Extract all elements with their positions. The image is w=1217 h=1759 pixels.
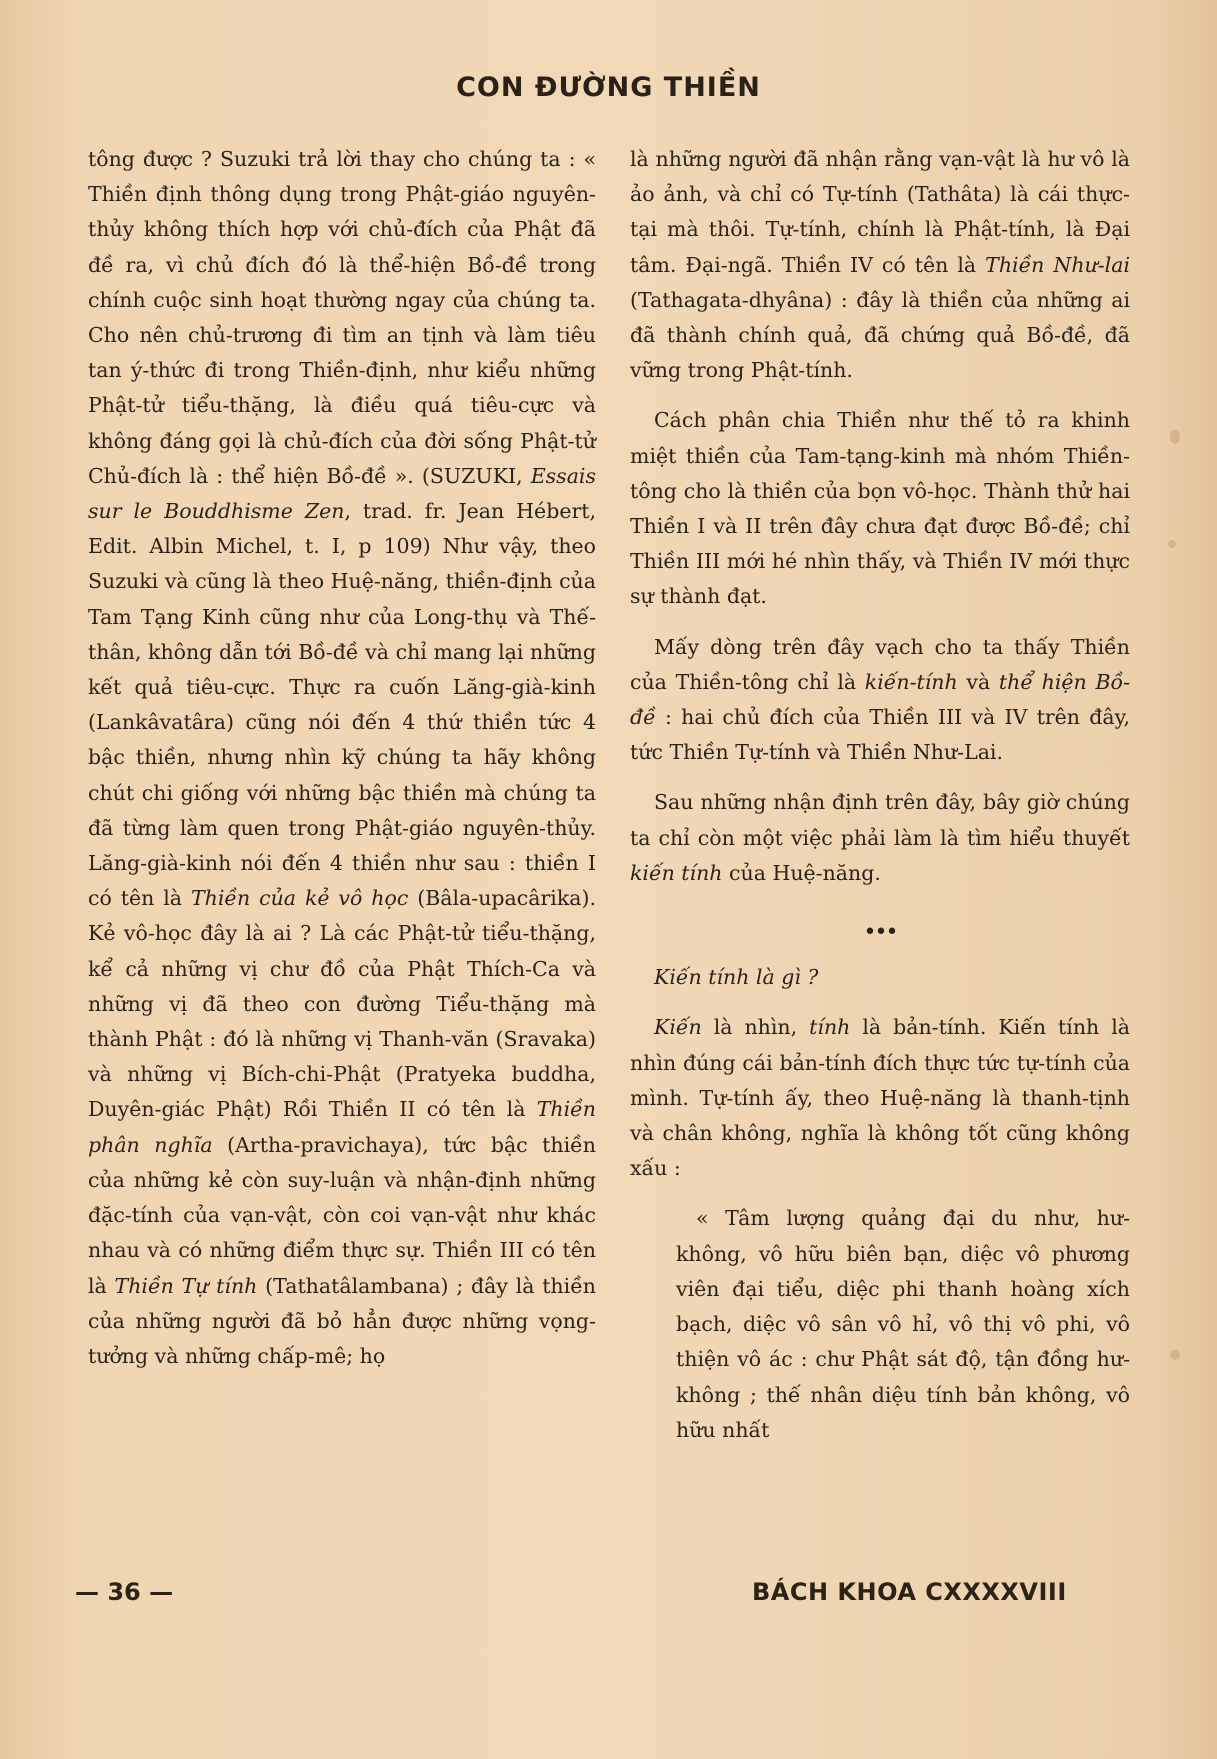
text-run: của Huệ-năng. <box>722 860 881 885</box>
paper-stain <box>1168 540 1176 548</box>
running-head: CON ĐƯỜNG THIỀN <box>456 72 761 103</box>
term-italic: tính <box>809 1015 851 1040</box>
term-italic: Thiền của kẻ vô học <box>190 886 409 911</box>
term-italic: kiến-tính <box>864 669 958 694</box>
text-run: và <box>957 669 999 694</box>
right-paragraph: Cách phân chia Thiền như thế tỏ ra khinh miệt thiền của Tam-tạng-kinh mà nhóm Thiền-tông cho là thiền của bọn vô-học. Thành thử hai Thiền I và II trên đây chưa đạt được Bồ-đề; chỉ Thiền III mới hé nhìn thấy, và Thiền IV mới thực sự thành đạt. <box>630 408 1130 609</box>
book-title: Essais sur le Bouddhisme Zen <box>88 463 596 524</box>
term-italic: thể hiện Bồ-đề <box>630 669 1130 730</box>
text-run: là những người đã nhận rằng vạn-vật là hư vô là ảo ảnh, và chỉ có Tự-tính (Tathâta) là cái thực-tại mà thôi. Tự-tính, chính là Phật-tính, là Đại tâm. Đại-ngã. Thiền IV có tên là <box>630 147 1130 277</box>
term-italic: Thiền Tự tính <box>114 1273 258 1298</box>
term-italic: kiến tính <box>630 860 723 885</box>
text-run: tông được ? Suzuki trả lời thay cho chúng ta : « Thiền định thông dụng trong Phật-giáo nguyên-thủy không thích hợp với chủ-đích của Phật đã đề ra, vì chủ đích đó là thể-hiện Bồ-đề trong chính cuộc sinh hoạt thường ngay của chúng ta. Cho nên chủ-trương đi tìm an tịnh và làm tiêu tan ý-thức đi trong Thiền-định, như kiểu những Phật-tử tiểu-thặng, là điều quá tiêu-cực và không đáng gọi là chủ-đích của đời sống Phật-tử Chủ-đích là : thể hiện Bồ-đề ». (SUZUKI, <box>88 147 596 488</box>
paper-stain <box>1170 1350 1180 1360</box>
section-subheading: Kiến tính là gì ? <box>654 965 819 990</box>
text-run: (Tathagata-dhyâna) : đây là thiền của những ai đã thành chính quả, đã chứng quả Bồ-đề, đã vững trong Phật-tính. <box>630 287 1130 383</box>
text-run: là nhìn, <box>701 1015 810 1040</box>
text-run: là bản-tính. Kiến tính là nhìn đúng cái bản-tính đích thực tức tự-tính của mình. Tự-tính ấy, theo Huệ-năng là thanh-tịnh và chân không, nghĩa là không tốt cũng không xấu : <box>630 1015 1130 1181</box>
page-number: — 36 — <box>75 1578 174 1606</box>
right-column <box>630 142 1130 1448</box>
right-paragraph <box>630 785 1130 891</box>
text-run: (Bâla-upacârika). Kẻ vô-học đây là ai ? Là các Phật-tử tiểu-thặng, kể cả những vị chư đồ của Phật Thích-Ca và những vị đã theo con đường Tiểu-thặng mà thành Phật : đó là những vị Thanh-văn (Sravaka) và những vị Bích-chi-Phật (Pratyeka buddha, Duyên-giác Phật) Rồi Thiền II có tên là <box>88 886 596 1122</box>
block-quote: « Tâm lượng quảng đại du như, hư-không, vô hữu biên bạn, diệc vô phương viên đại tiểu, diệc phi thanh hoàng xích bạch, diệc vô sân vô hỉ, vô thị vô phi, vô thiện vô ác : chư Phật sát độ, tận đồng hư-không ; thế nhân diệu tính bản không, vô hữu nhất <box>676 1206 1130 1442</box>
left-column <box>88 142 596 1374</box>
text-run: Sau những nhận định trên đây, bây giờ chúng ta chỉ còn một việc phải làm là tìm hiểu thuyết <box>630 790 1130 850</box>
text-run: (Artha-pravichaya), tức bậc thiền của những kẻ còn suy-luận và nhận-định những đặc-tính của vạn-vật, còn coi vạn-vật như khác nhau và có những điểm thực sự. Thiền III có tên là <box>88 1132 596 1298</box>
paper-stain <box>1170 430 1180 444</box>
section-ornament: ••• <box>863 920 897 946</box>
right-paragraph <box>630 142 1130 388</box>
text-run: : hai chủ đích của Thiền III và IV trên đây, tức Thiền Tự-tính và Thiền Như-Lai. <box>630 705 1130 765</box>
term-italic: Kiến <box>654 1015 702 1040</box>
text-run: , trad. fr. Jean Hébert, Edit. Albin Michel, t. I, p 109) Như vậy, theo Suzuki và cũng là theo Huệ-năng, thiền-định của Tam Tạng Kinh cũng như của Long-thụ và Thế-thân, không dẫn tới Bồ-đề và chỉ mang lại những kết quả tiêu-cực. Thực ra cuốn Lăng-già-kinh (Lankâvatâra) cũng nói đến 4 thứ thiền tức 4 bậc thiền, nhưng nhìn kỹ chúng ta hãy không chút chi giống với những bậc thiền mà chúng ta đã từng làm quen trong Phật-giáo nguyên-thủy. Lăng-già-kinh nói đến 4 thiền như sau : thiền I có tên là <box>88 499 597 911</box>
term-italic: Thiền phân nghĩa <box>88 1097 596 1157</box>
right-paragraph <box>630 1010 1130 1186</box>
text-run: (Tathatâlambana) ; đây là thiền của những người đã bỏ hẳn được những vọng-tưởng và những chấp-mê; họ <box>88 1273 597 1368</box>
left-paragraph <box>88 142 596 1374</box>
term-italic: Thiền Như-lai <box>985 252 1131 277</box>
text-run: Mấy dòng trên đây vạch cho ta thấy Thiền của Thiền-tông chỉ là <box>630 634 1130 694</box>
right-paragraph <box>630 630 1130 771</box>
journal-issue: BÁCH KHOA CXXXXVIII <box>752 1578 1067 1606</box>
